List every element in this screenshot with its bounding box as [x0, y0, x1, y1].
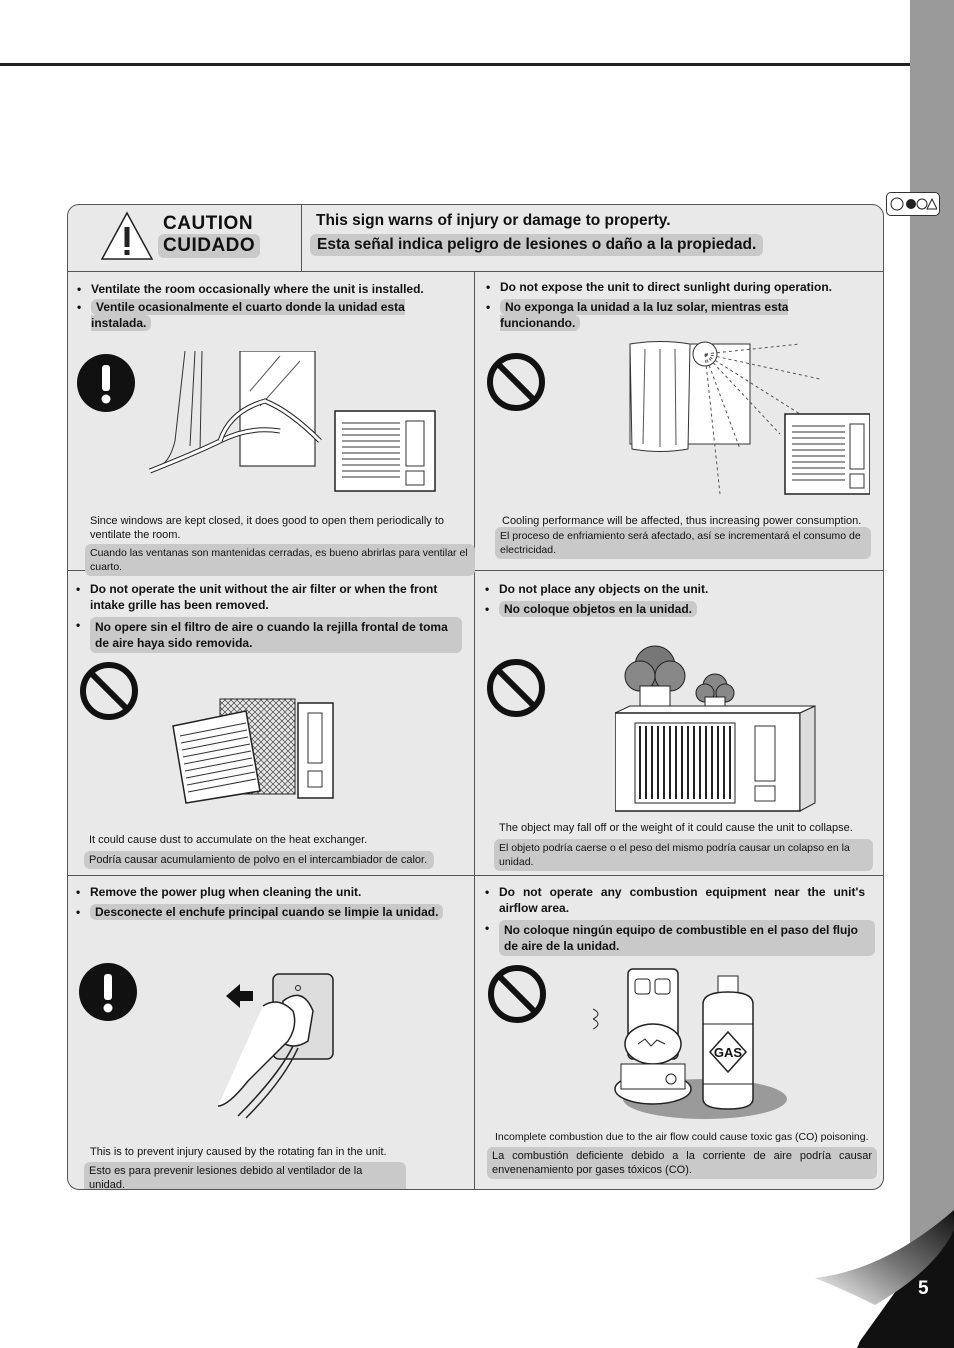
mandatory-icon: [76, 353, 136, 413]
sunlight-illustration: [560, 339, 870, 499]
reason-en: This is to prevent injury caused by the rotating fan in the unit.: [90, 1146, 387, 1158]
caution-item-sunlight: • Do not expose the unit to direct sunlight during operation. • No exponga la unidad a la luz solar, mientras esta funcionando. Cooling performance will be affected, thus increasing power consumption. El proceso de enfriamiento será afectado, así se incrementará el consumo de electricidad.: [475, 271, 883, 570]
caution-panel: [67, 204, 884, 1190]
mandatory-icon: [78, 962, 138, 1022]
instruction-es: No opere sin el filtro de aire o cuando la rejilla frontal de toma de aire haya sido removida.: [90, 617, 462, 653]
instruction-en: Do not place any objects on the unit.: [499, 582, 709, 596]
prohibited-icon: [486, 658, 546, 718]
objects-on-unit-illustration: [615, 631, 825, 816]
caution-item-objects: • Do not place any objects on the unit. • No coloque objetos en la unidad. The object may fall off or the weight of it could cause the unit to collapse. El objeto podría caerse o el peso del mismo podría causar un colapso en la unidad.: [475, 571, 883, 875]
caution-item-ventilate: • Ventilate the room occasionally where the unit is installed. • Ventile ocasionalmente el cuarto donde la unidad esta instalada. Since windows are kept closed, it does good to open them periodically to ventilate the room. Cuando las ventanas son mantenidas cerradas, es bueno abrirlas para ventilar el cuarto.: [68, 271, 474, 570]
top-rule: [0, 63, 910, 66]
page-number: 5: [918, 1278, 929, 1299]
reason-en: The object may fall off or the weight of it could cause the unit to collapse.: [499, 822, 853, 834]
prohibited-icon: [79, 661, 139, 721]
header-divider: [301, 205, 302, 271]
unplug-illustration: [208, 966, 348, 1121]
caution-title-es: CUIDADO: [158, 234, 260, 258]
instruction-es: No exponga la unidad a la luz solar, mientras esta funcionando.: [500, 300, 789, 330]
page-curl-corner: [815, 1210, 954, 1348]
instruction-en: Do not expose the unit to direct sunlight during operation.: [500, 280, 832, 294]
caution-item-air-filter: • Do not operate the unit without the air filter or when the front intake grille has been removed. • No opere sin el filtro de aire o cuando la rejilla frontal de toma de aire haya sido removida. It could cause dust to accumulate on the heat exchanger. Podría causar acumulamiento de polvo en el intercambiador de calor.: [68, 571, 474, 875]
caution-header: [68, 205, 883, 272]
sign-description-en: This sign warns of injury or damage to property.: [316, 212, 671, 229]
reason-es: El proceso de enfriamiento será afectado, así se incrementará el consumo de electricidad.: [495, 527, 871, 559]
gas-label: GAS: [713, 1045, 743, 1060]
instruction-es: No coloque ningún equipo de combustible en el paso del flujo de aire de la unidad.: [499, 920, 875, 956]
ventilation-illustration: [130, 351, 440, 501]
reason-en: Incomplete combustion due to the air flow could cause toxic gas (CO) poisoning.: [495, 1131, 869, 1143]
air-filter-illustration: [168, 691, 338, 806]
instruction-es: No coloque objetos en la unidad.: [499, 601, 697, 617]
warning-triangle-icon: [100, 211, 154, 261]
instruction-en: Do not operate any combustion equipment near the unit's airflow area.: [499, 885, 865, 915]
reason-es: El objeto podría caerse o el peso del mismo podría causar un colapso en la unidad.: [494, 839, 873, 871]
section-tab-icons: [889, 196, 937, 212]
reason-en: It could cause dust to accumulate on the heat exchanger.: [89, 834, 368, 846]
caution-item-power-plug: • Remove the power plug when cleaning the unit. • Desconecte el enchufe principal cuando se limpie la unidad. This is to prevent injury caused by the rotating fan in the unit. Esto es para prevenir lesiones debido al ventilador de la unidad.: [68, 876, 474, 1189]
caution-item-combustion: • Do not operate any combustion equipment near the unit's airflow area. • No coloque ningún equipo de combustible en el paso del flujo de aire de la unidad. GAS Incomplete combustion due to the air flow could cause toxic gas (CO) poisoning. La combustión deficiente debido a la corriente de aire podría causar envenenamiento por gases tóxicos (CO).: [475, 876, 883, 1189]
reason-es: La combustión deficiente debido a la corriente de aire podría causar envenenamiento por gases tóxicos (CO).: [487, 1147, 877, 1179]
section-tab: [886, 192, 940, 216]
instruction-en: Remove the power plug when cleaning the unit.: [90, 885, 362, 899]
instruction-es: Ventile ocasionalmente el cuarto donde la unidad esta instalada.: [91, 300, 405, 330]
reason-es: Cuando las ventanas son mantenidas cerradas, es bueno abrirlas para ventilar el cuarto.: [85, 544, 475, 576]
caution-title-en: CAUTION: [163, 213, 254, 234]
sign-description-es: Esta señal indica peligro de lesiones o daño a la propiedad.: [310, 234, 763, 256]
prohibited-icon: [486, 352, 546, 412]
instruction-es: Desconecte el enchufe principal cuando se limpie la unidad.: [90, 904, 443, 920]
prohibited-icon: [487, 964, 547, 1024]
instruction-en: Ventilate the room occasionally where the unit is installed.: [91, 282, 424, 296]
combustion-illustration: [593, 964, 838, 1124]
instruction-en: Do not operate the unit without the air filter or when the front intake grille has been removed.: [90, 582, 438, 612]
reason-en: Since windows are kept closed, it does good to open them periodically to ventilate the room.: [90, 515, 445, 541]
reason-es: Podría causar acumulamiento de polvo en el intercambiador de calor.: [84, 851, 434, 869]
reason-en: Cooling performance will be affected, thus increasing power consumption.: [502, 515, 862, 527]
reason-es: Esto es para prevenir lesiones debido al ventilador de la unidad.: [84, 1162, 406, 1190]
